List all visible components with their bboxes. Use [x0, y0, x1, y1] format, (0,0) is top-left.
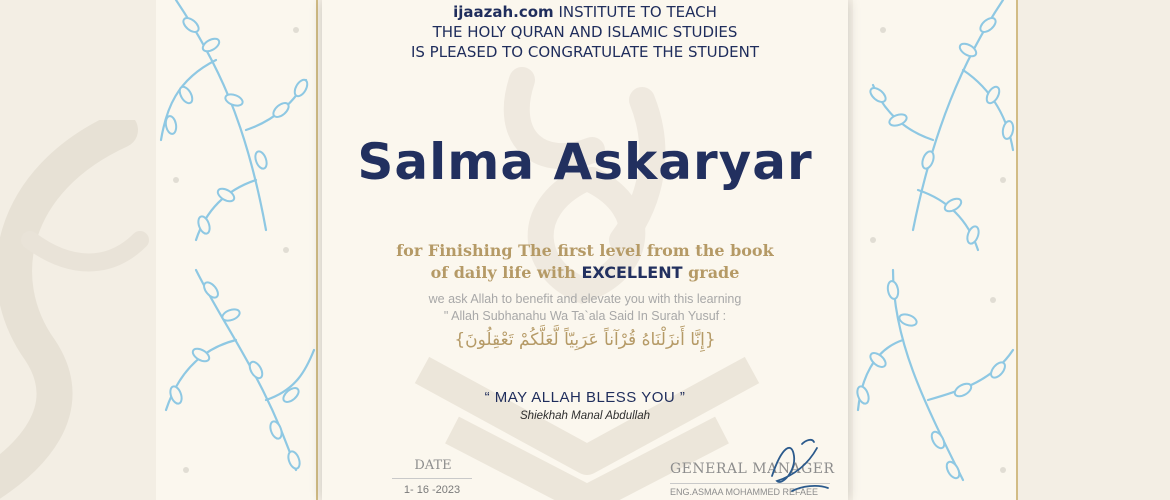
calligraphy-watermark-icon — [0, 120, 170, 500]
border-line-left — [316, 0, 318, 500]
blessing-line-1: we ask Allah to benefit and elevate you with this learning — [428, 292, 742, 306]
brand-name: ijaazah.com — [453, 3, 554, 21]
date-label: DATE — [414, 458, 452, 473]
date-value: 1- 16 -2023 — [403, 484, 461, 496]
border-line-right — [1016, 0, 1018, 500]
background-right — [1016, 0, 1170, 500]
manager-name: ENG.ASMAA MOHAMMED REFAEE — [670, 487, 819, 497]
blessing-text — [322, 291, 848, 325]
achievement-text — [322, 240, 848, 284]
achievement-line-2-start: of daily life with — [430, 263, 582, 282]
header-line-3: IS PLEASED TO CONGRATULATE THE STUDENT — [410, 43, 760, 61]
manager-title: GENERAL MANAGER — [670, 461, 835, 477]
header-line-2: THE HOLY QURAN AND ISLAMIC STUDIES — [432, 23, 738, 41]
achievement-line-2 — [322, 262, 848, 284]
background-left — [0, 0, 156, 500]
blessing-line-2: " Allah Subhanahu Wa Ta`ala Said In Surah Yusuf : — [443, 309, 727, 323]
floral-panel-right — [853, 0, 1018, 500]
closing-blessing: “ MAY ALLAH BLESS YOU ” — [484, 389, 686, 406]
student-name: Salma Askaryar — [357, 133, 813, 191]
floral-panel-left — [156, 0, 316, 500]
grade-word: EXCELLENT — [581, 263, 683, 282]
achievement-line-1: for Finishing The first level from the book — [396, 241, 774, 260]
signature-icon — [762, 436, 832, 500]
achievement-line-2-end: grade — [682, 263, 740, 282]
leaf-branch-icon — [156, 0, 316, 500]
header-line-1-text: INSTITUTE TO TEACH — [553, 3, 717, 21]
teacher-name: Shiekhah Manal Abdullah — [520, 410, 650, 422]
certificate-card — [322, 0, 848, 500]
leaf-branch-icon — [853, 0, 1018, 500]
quran-verse: {إِنَّا أَنزَلْنَاهُ قُرْآناً عَرَبِيّاً لَّعَلَّكُمْ تَعْقِلُونَ} — [454, 330, 716, 350]
date-underline — [392, 478, 472, 479]
certificate-header — [322, 2, 848, 62]
header-line-1 — [322, 2, 848, 22]
